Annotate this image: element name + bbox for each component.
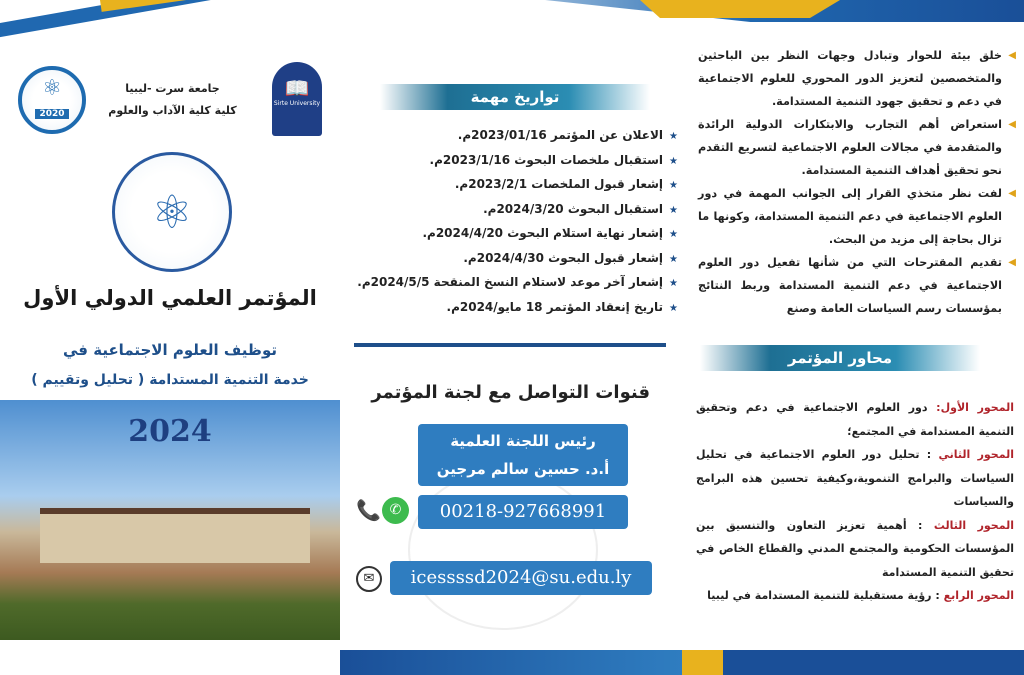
date-item: ★تاريخ إنعقاد المؤتمر 18 مايو/2024م.: [446, 299, 678, 314]
axis-item: المحور الثاني : تحليل دور العلوم الاجتماعية في تحليل السياسات والبرامج التنموية،وكيفية تحسين هذه البرامج والسياسات: [696, 448, 1014, 508]
date-item: ★إشعار قبول البحوث 2024/4/30م.: [463, 250, 678, 265]
conference-logo: ⚛: [112, 152, 232, 272]
date-item: ★استقبال ملخصات البحوث 2023/1/16م.: [429, 152, 678, 167]
year-label: 2024: [128, 414, 212, 449]
axis-item: المحور الأول: دور العلوم الاجتماعية في دعم وتحقيق التنمية المستدامة في المجتمع؛: [696, 401, 1014, 438]
axes-list: [696, 396, 1014, 608]
axes-header: محاور المؤتمر: [700, 345, 980, 371]
cover-panel: [0, 0, 340, 675]
atom-icon: ⚛: [42, 76, 62, 101]
whatsapp-icon: ✆: [382, 497, 409, 524]
contact-title: قنوات التواصل مع لجنة المؤتمر: [371, 382, 650, 403]
watermark-logo: [408, 470, 598, 630]
phone-number[interactable]: 00218-927668991: [418, 495, 628, 529]
date-item: ★إشعار نهاية استلام البحوث 2024/4/20م.: [422, 226, 678, 240]
faculty-name: كلية كلية الآداب والعلوم: [108, 104, 237, 117]
conference-title: المؤتمر العلمي الدولي الأول: [23, 286, 317, 310]
faculty-logo: [18, 66, 86, 134]
chair-name: أ.د. حسين سالم مرجين: [436, 460, 610, 478]
date-item: ★استقبال البحوث 2024/3/20م.: [483, 201, 678, 216]
dates-header: تواريخ مهمة: [380, 84, 650, 110]
objectives-list: [698, 44, 1016, 320]
objective-item: ◀ خلق بيئة للحوار وتبادل وجهات النظر بين الباحثين والمتخصصين لتعزيز الدور المحوري للعلوم الاجتماعية في دعم و تحقيق جهود التنمية المستدامة.: [698, 44, 1016, 113]
dates-list: [340, 124, 678, 320]
middle-panel: [340, 0, 680, 675]
subtitle-line-2: خدمة التنمية المستدامة ( تحليل وتقييم ): [31, 372, 309, 388]
chair-box: [418, 424, 628, 486]
logo-text: Sirte University: [273, 100, 321, 107]
objective-item: ◀ لفت نظر متخذي القرار إلى الجوانب المهمة في دور العلوم الاجتماعية في دعم التنمية المستدامة، وكونها ما تزال بحاجة إلى مزيد من البحث.: [698, 182, 1016, 251]
axis-item: المحور الرابع : رؤية مستقبلية للتنمية المستدامة في ليبيا: [707, 589, 1014, 602]
mail-icon: ✉: [356, 566, 382, 592]
date-item: ★إشعار قبول الملخصات 2023/2/1م.: [454, 177, 678, 191]
campus-photo: [0, 400, 340, 640]
divider: [354, 343, 666, 347]
university-logo: [272, 62, 322, 136]
date-item: ★إشعار آخر موعد لاستلام النسخ المنقحة 2024/5/5م.: [357, 275, 678, 289]
subtitle-line-1: توظيف العلوم الاجتماعية في: [63, 341, 277, 359]
email-address[interactable]: icessssd2024@su.edu.ly: [390, 561, 652, 595]
right-panel: [680, 0, 1024, 675]
objective-item: ◀ استعراض أهم التجارب والابتكارات الدولية الرائدة والمتقدمة في مجالات العلوم الاجتماعية لتسريع التقدم نحو تحقيق أهداف التنمية المستدامة.: [698, 113, 1016, 182]
objective-item: ◀ تقديم المقترحات التي من شأنها تفعيل دور العلوم الاجتماعية في دعم التنمية المستدامة وربط النتائج بمؤسسات رسم السياسات العامة وصنع: [698, 251, 1016, 320]
chair-title: رئيس اللجنة العلمية: [450, 432, 596, 450]
university-name: جامعة سرت -ليبيا: [125, 82, 220, 95]
book-icon: 📖: [284, 76, 310, 100]
logo-year: 2020: [35, 109, 68, 119]
phone-icon: 📞: [356, 498, 381, 522]
axis-item: المحور الثالث : أهمية تعزيز التعاون والتنسيق بين المؤسسات الحكومية والمجتمع المدني والقطاع الخاص في تحقيق التنمية المستدامة: [696, 518, 1014, 579]
date-item: ★الاعلان عن المؤتمر 2023/01/16م.: [457, 128, 678, 142]
